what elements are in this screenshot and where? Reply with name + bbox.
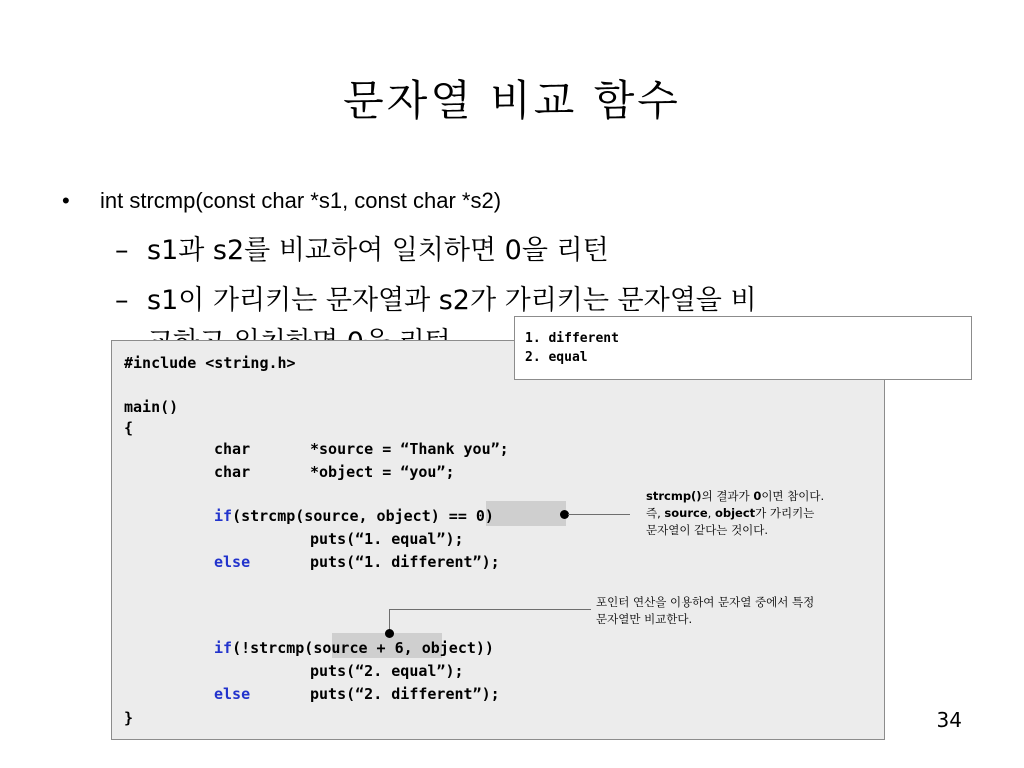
callout-line [568,514,630,515]
code-panel [111,340,885,740]
sub-bullet-text: s1과 s2를 비교하여 일치하면 0을 리턴 [147,235,609,266]
bullet-text: int strcmp(const char *s1, const char *s2) [100,188,502,213]
code-line: if(!strcmp(source + 6, object)) [214,639,494,657]
sub-bullet-2 [115,278,757,317]
code-line: *object = “you”; [310,463,455,481]
callout-line [389,609,591,610]
sub-bullet-1 [115,228,609,267]
code-line: puts(“2. different”); [310,685,500,703]
keyword: else [214,553,251,571]
dash-mark: – [115,235,129,266]
callout-dot [385,629,394,638]
bullet-dot: • [62,188,70,213]
code-line: *source = “Thank you”; [310,440,509,458]
keyword: else [214,685,251,703]
highlight-compare [486,501,566,526]
sub-bullet-text: s1이 가리키는 문자열과 s2가 가리키는 문자열을 비 [147,285,757,316]
dash-mark: – [115,285,129,316]
code-line: puts(“1. different”); [310,553,500,571]
code-line: if(strcmp(source, object) == 0) [214,507,494,525]
code-line: #include <string.h> [124,354,296,372]
code-line: char [214,440,251,458]
slide-title: 문자열 비교 함수 [343,76,681,125]
code-line: main() [124,398,179,416]
code-line [214,552,250,573]
output-panel [514,316,972,380]
code-line: puts(“2. equal”); [310,662,464,680]
code-line: } [124,709,134,727]
output-line: 1. different [525,331,619,346]
keyword: if [214,507,233,525]
callout-note-2: 포인터 연산을 이용하여 문자열 중에서 특정 문자열만 비교한다. [596,595,815,626]
code-line [214,684,250,705]
keyword: if [214,639,233,657]
code-line: puts(“1. equal”); [310,530,464,548]
code-line: { [124,419,134,437]
page-number: 34 [936,708,962,732]
callout-note-1: strcmp()의 결과가 0이면 참이다. 즉, source, object가 가리키는 문자열이 같다는 것이다. [646,489,825,537]
output-line: 2. equal [525,350,588,365]
code-line: char [214,463,251,481]
